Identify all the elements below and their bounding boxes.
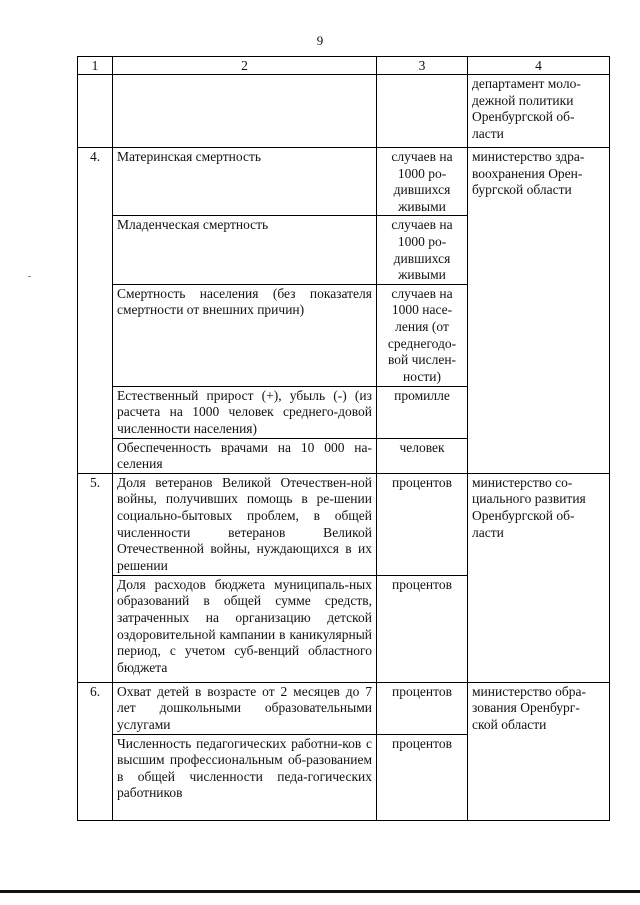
unit-of-measure: случаев на 1000 ро- дившихся живыми [377,148,468,216]
section-number: 4. [78,148,113,474]
unit-of-measure: процентов [377,473,468,575]
indicator-name: Материнская смертность [113,148,377,216]
unit-of-measure: процентов [377,575,468,682]
indicator-name: Обеспеченность врачами на 10 000 на-селения [113,438,377,473]
column-header-1: 1 [78,57,113,75]
unit-of-measure: процентов [377,734,468,820]
cell-empty [113,75,377,148]
column-header-3: 3 [377,57,468,75]
indicator-name: Доля ветеранов Великой Отечествен-ной войны, получивших помощь в ре-шении социально-бытовых проблем, в общей численности ветеранов Великой Отечественной войны, нуждающихся в их решении [113,473,377,575]
section-number: 5. [78,473,113,682]
scan-margin-mark [28,276,31,277]
indicator-name: Смертность населения (без показателя смертности от внешних причин) [113,284,377,386]
responsible-ministry: департамент моло- дежной политики Оренбургской об- ласти [468,75,610,148]
section-number: 6. [78,682,113,820]
unit-of-measure: случаев на 1000 насе- ления (от среднегодо- вой числен- ности) [377,284,468,386]
indicator-name: Естественный прирост (+), убыль (-) (из расчета на 1000 человек среднего-довой численности населения) [113,386,377,438]
responsible-ministry: министерство со- циального развития Оренбургской об- ласти [468,473,610,682]
indicator-name: Доля расходов бюджета муниципаль-ных образований в общей сумме средств, затраченных на организацию детской оздоровительной кампании в каникулярный период, с учетом суб-венций областного бюджета [113,575,377,682]
cell-empty [377,75,468,148]
unit-of-measure: человек [377,438,468,473]
cell-empty [78,75,113,148]
indicator-name: Охват детей в возрасте от 2 месяцев до 7 лет дошкольными образовательными услугами [113,682,377,734]
unit-of-measure: процентов [377,682,468,734]
column-header-4: 4 [468,57,610,75]
responsible-ministry: министерство обра- зования Оренбург- ской области [468,682,610,820]
table-header-row [78,57,610,75]
indicator-name: Младенческая смертность [113,216,377,284]
unit-of-measure: промилле [377,386,468,438]
table-row [78,682,610,734]
unit-of-measure: случаев на 1000 ро- дившихся живыми [377,216,468,284]
continued-row [78,75,610,148]
indicator-name: Численность педагогических работни-ков с высшим профессиональным об-разованием в общей численности педа-гогических работников [113,734,377,820]
table-row [78,148,610,216]
responsible-ministry: министерство здра- воохранения Орен- бургской области [468,148,610,474]
page-number: 9 [316,33,324,48]
column-header-2: 2 [113,57,377,75]
scan-bottom-edge [0,890,640,893]
table-row [78,473,610,575]
indicators-table [77,56,610,821]
